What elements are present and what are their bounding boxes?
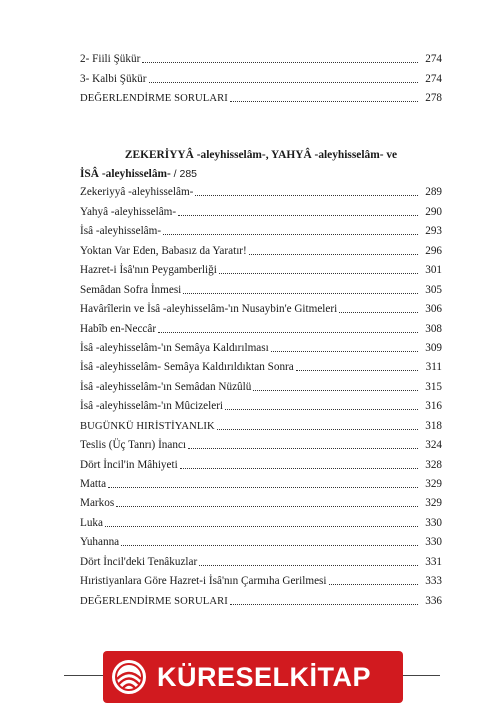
toc-entry-title: Yuhanna [80,536,120,549]
banner-rule-left [64,675,103,676]
toc-entry-title: Markos [80,497,115,510]
toc-dot-leader [180,468,418,469]
toc-entry-title: İsâ -aleyhisselâm- [80,225,162,238]
toc-entry-page: 316 [425,400,442,413]
toc-dot-leader [199,565,418,566]
toc-dot-leader [195,195,418,196]
toc-entry-page: 308 [425,322,442,335]
toc-entry-title: Dört İncil'in Mâhiyeti [80,458,178,471]
toc-entry-page: 336 [425,594,442,607]
toc-dot-leader [149,82,419,83]
toc-entry [80,199,442,218]
toc-dot-leader [230,101,418,102]
toc-entry [80,180,442,199]
toc-entry-title: DEĞERLENDİRME SORULARI [80,595,228,607]
toc-entry-page: 309 [425,341,442,354]
toc-dot-leader [163,234,418,235]
toc-entry [80,316,442,335]
toc-dot-leader [142,62,418,63]
toc-entry-page: 318 [425,419,442,432]
toc-entry [80,297,442,316]
section-start-page: / 285 [173,168,198,180]
toc-entry-title: İsâ -aleyhisselâm-'ın Semâdan Nüzûlü [80,380,252,393]
toc-entry-page: 293 [425,225,442,238]
toc-entry-page: 274 [425,72,442,85]
toc-entry-page: 329 [425,497,442,510]
toc-entry-page: 289 [425,186,442,199]
toc-entry-title: Luka [80,516,103,529]
toc-dot-leader [217,429,418,430]
toc-entry-title: Semâdan Sofra İnmesi [80,283,182,296]
toc-entry [80,413,442,432]
toc-dot-leader [121,545,418,546]
toc-entry-title: Habîb en-Neccâr [80,322,157,335]
toc-entry-title: Hıristiyanlara Göre Hazret-i İsâ'nın Çarmıha Gerilmesi [80,575,327,588]
publisher-banner [103,651,403,703]
toc-dot-leader [183,293,418,294]
toc-entry-page: 311 [425,361,442,374]
toc-dot-leader [108,487,418,488]
toc-dot-leader [253,390,418,391]
section-heading-line1: ZEKERİYYÂ -aleyhisselâm-, YAHYÂ -aleyhisselâm- ve [124,149,398,161]
toc-entry-title: 3- Kalbi Şükür [80,72,147,85]
toc-entry-page: 328 [425,458,442,471]
toc-dot-leader [105,526,418,527]
toc-entry-page: 301 [425,264,442,277]
toc-dot-leader [249,254,418,255]
toc-entry [80,336,442,355]
publisher-name: KÜRESELKİTAP [157,662,372,692]
toc-entry [80,452,442,471]
banner-rule-right [403,675,440,676]
toc-entry-page: 324 [425,439,442,452]
toc-top-list [80,47,442,105]
toc-dot-leader [225,409,418,410]
toc-entry [80,433,442,452]
toc-entry [80,86,442,105]
toc-dot-leader [339,312,418,313]
toc-entry-page: 329 [425,478,442,490]
toc-entry [80,238,442,257]
toc-dot-leader [219,273,418,274]
toc-dot-leader [188,448,418,449]
toc-entry [80,219,442,238]
toc-entry [80,510,442,529]
toc-entry [80,530,442,549]
toc-entry [80,374,442,393]
toc-entry [80,569,442,588]
toc-dot-leader [329,584,419,585]
toc-entry-title: DEĞERLENDİRME SORULARI [80,93,228,105]
toc-dot-leader [296,370,418,371]
toc-entry-page: 330 [425,536,442,549]
toc-entry-title: Teslis (Üç Tanrı) İnancı [80,439,187,452]
toc-entry-title: Dört İncil'deki Tenâkuzlar [80,555,198,568]
globe-logo-icon [111,659,147,695]
toc-entry-title: İsâ -aleyhisselâm-'ın Mûcizeleri [80,400,224,413]
toc-entry-title: Zekeriyyâ -aleyhisselâm- [80,186,194,199]
toc-dot-leader [271,351,418,352]
toc-entry [80,355,442,374]
section-heading [80,146,442,184]
toc-entry-page: 330 [425,516,442,529]
toc-dot-leader [230,604,418,605]
toc-entry-title: Matta [80,478,107,490]
toc-entry-page: 290 [425,205,442,218]
toc-entry [80,472,442,491]
toc-dot-leader [116,506,418,507]
toc-entry [80,491,442,510]
toc-dot-leader [178,215,418,216]
toc-entry-title: İsâ -aleyhisselâm-'ın Semâya Kaldırılması [80,341,269,354]
toc-entry [80,588,442,607]
toc-entry-page: 306 [425,303,442,316]
toc-entry [80,277,442,296]
toc-entry-page: 331 [425,555,442,568]
toc-entry [80,394,442,413]
toc-entry-title: Yahyâ -aleyhisselâm- [80,205,177,218]
toc-entry-title: Yoktan Var Eden, Babasız da Yaratır! [80,244,247,257]
toc-entry-page: 333 [425,575,442,588]
toc-entry-page: 305 [425,283,442,296]
toc-entry [80,258,442,277]
toc-entry-page: 274 [425,53,442,66]
toc-main-list [80,180,442,608]
toc-entry-title: İsâ -aleyhisselâm- Semâya Kaldırıldıktan Sonra [80,361,294,374]
toc-entry-title: 2- Fiili Şükür [80,53,141,66]
toc-entry-title: Hazret-i İsâ'nın Peygamberliği [80,264,217,277]
section-heading-line2: İSÂ -aleyhisselâm- [80,168,171,180]
toc-entry [80,549,442,568]
toc-entry-title: BUGÜNKÜ HIRİSTİYANLIK [80,420,215,432]
toc-entry [80,66,442,85]
toc-entry-title: Havârîlerin ve İsâ -aleyhisselâm-'ın Nusaybin'e Gitmeleri [80,303,338,316]
toc-entry [80,47,442,66]
toc-entry-page: 278 [425,92,442,105]
toc-dot-leader [158,332,418,333]
toc-entry-page: 296 [425,244,442,257]
toc-entry-page: 315 [425,380,442,393]
